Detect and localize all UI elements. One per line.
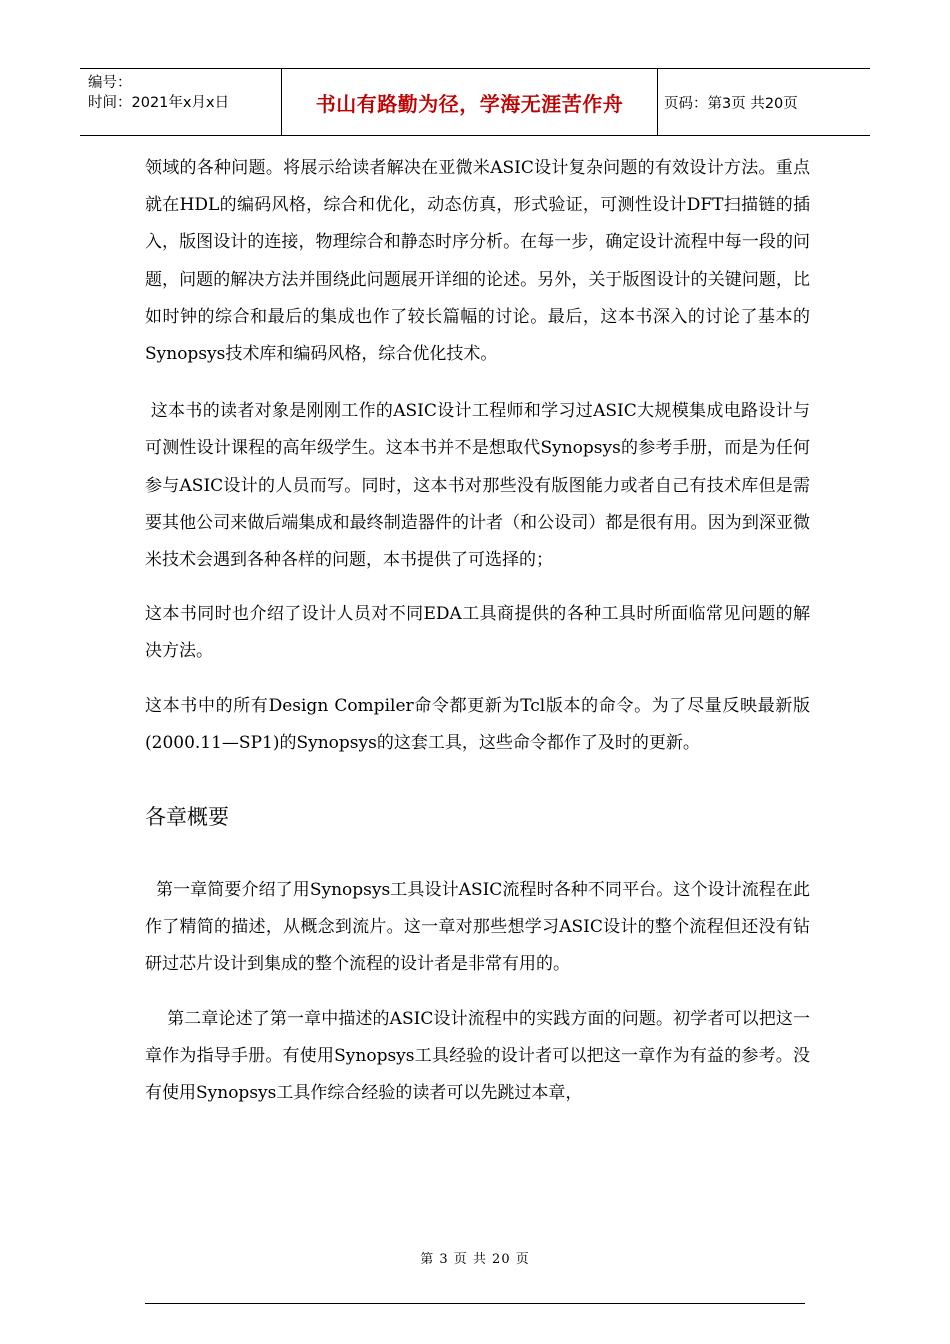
header-page-number: 页码：第3页 共20页 bbox=[664, 95, 798, 112]
document-body bbox=[145, 150, 810, 1112]
header-motto: 书山有路勤为径，学海无涯苦作舟 bbox=[315, 91, 624, 116]
section-heading: 各章概要 bbox=[145, 805, 229, 830]
header-info bbox=[88, 73, 283, 113]
footer-rule bbox=[145, 1303, 805, 1304]
number-label: 编号： bbox=[88, 75, 132, 91]
paragraph-1: 领域的各种问题。将展示给读者解决在亚微米ASIC设计复杂问题的有效设计方法。重点就在HDL的编码风格，综合和优化，动态仿真，形式验证，可测性设计DFT扫描链的插入，版图设计的连接，物理综合和静态时序分析。在每一步，确定设计流程中每一段的问题，问题的解决方法并围绕此问题展开详细的论述。另外，关于版图设计的关键问题，比如时钟的综合和最后的集成也作了较长篇幅的讨论。最后，这本书深入的讨论了基本的Synopsys技术库和编码风格，综合优化技术。 bbox=[145, 158, 810, 365]
paragraph-6: 第二章论述了第一章中描述的ASIC设计流程中的实践方面的问题。初学者可以把这一章作为指导手册。有使用Synopsys工具经验的设计者可以把这一章作为有益的参考。没有使用Synopsys工具作综合经验的读者可以先跳过本章， bbox=[145, 1008, 810, 1104]
paragraph-5: 第一章简要介绍了用Synopsys工具设计ASIC流程时各种不同平台。这个设计流程在此作了精简的描述，从概念到流片。这一章对那些想学习ASIC设计的整个流程但还没有钻研过芯片设计到集成的整个流程的设计者是非常有用的。 bbox=[145, 880, 810, 975]
page-footer: 第 3 页 共 20 页 bbox=[420, 1252, 530, 1267]
paragraph-3: 这本书同时也介绍了设计人员对不同EDA工具商提供的各种工具时所面临常见问题的解决方法。 bbox=[145, 604, 810, 662]
paragraph-2: 这本书的读者对象是刚刚工作的ASIC设计工程师和学习过ASIC大规模集成电路设计与可测性设计课程的高年级学生。这本书并不是想取代Synopsys的参考手册，而是为任何参与ASIC设计的人员而写。同时，这本书对那些没有版图能力或者自己有技术库但是需要其他公司来做后端集成和最终制造器件的计者（和公设司）都是很有用。因为到深亚微米技术会遇到各种各样的问题，本书提供了可选择的； bbox=[145, 401, 810, 571]
document-header bbox=[80, 68, 870, 136]
date-label: 时间：2021年x月x日 bbox=[88, 95, 230, 111]
paragraph-4: 这本书中的所有Design Compiler命令都更新为Tcl版本的命令。为了尽量反映最新版(2000.11—SP1)的Synopsys的这套工具，这些命令都作了及时的更新。 bbox=[145, 695, 810, 753]
header-divider bbox=[657, 69, 658, 135]
